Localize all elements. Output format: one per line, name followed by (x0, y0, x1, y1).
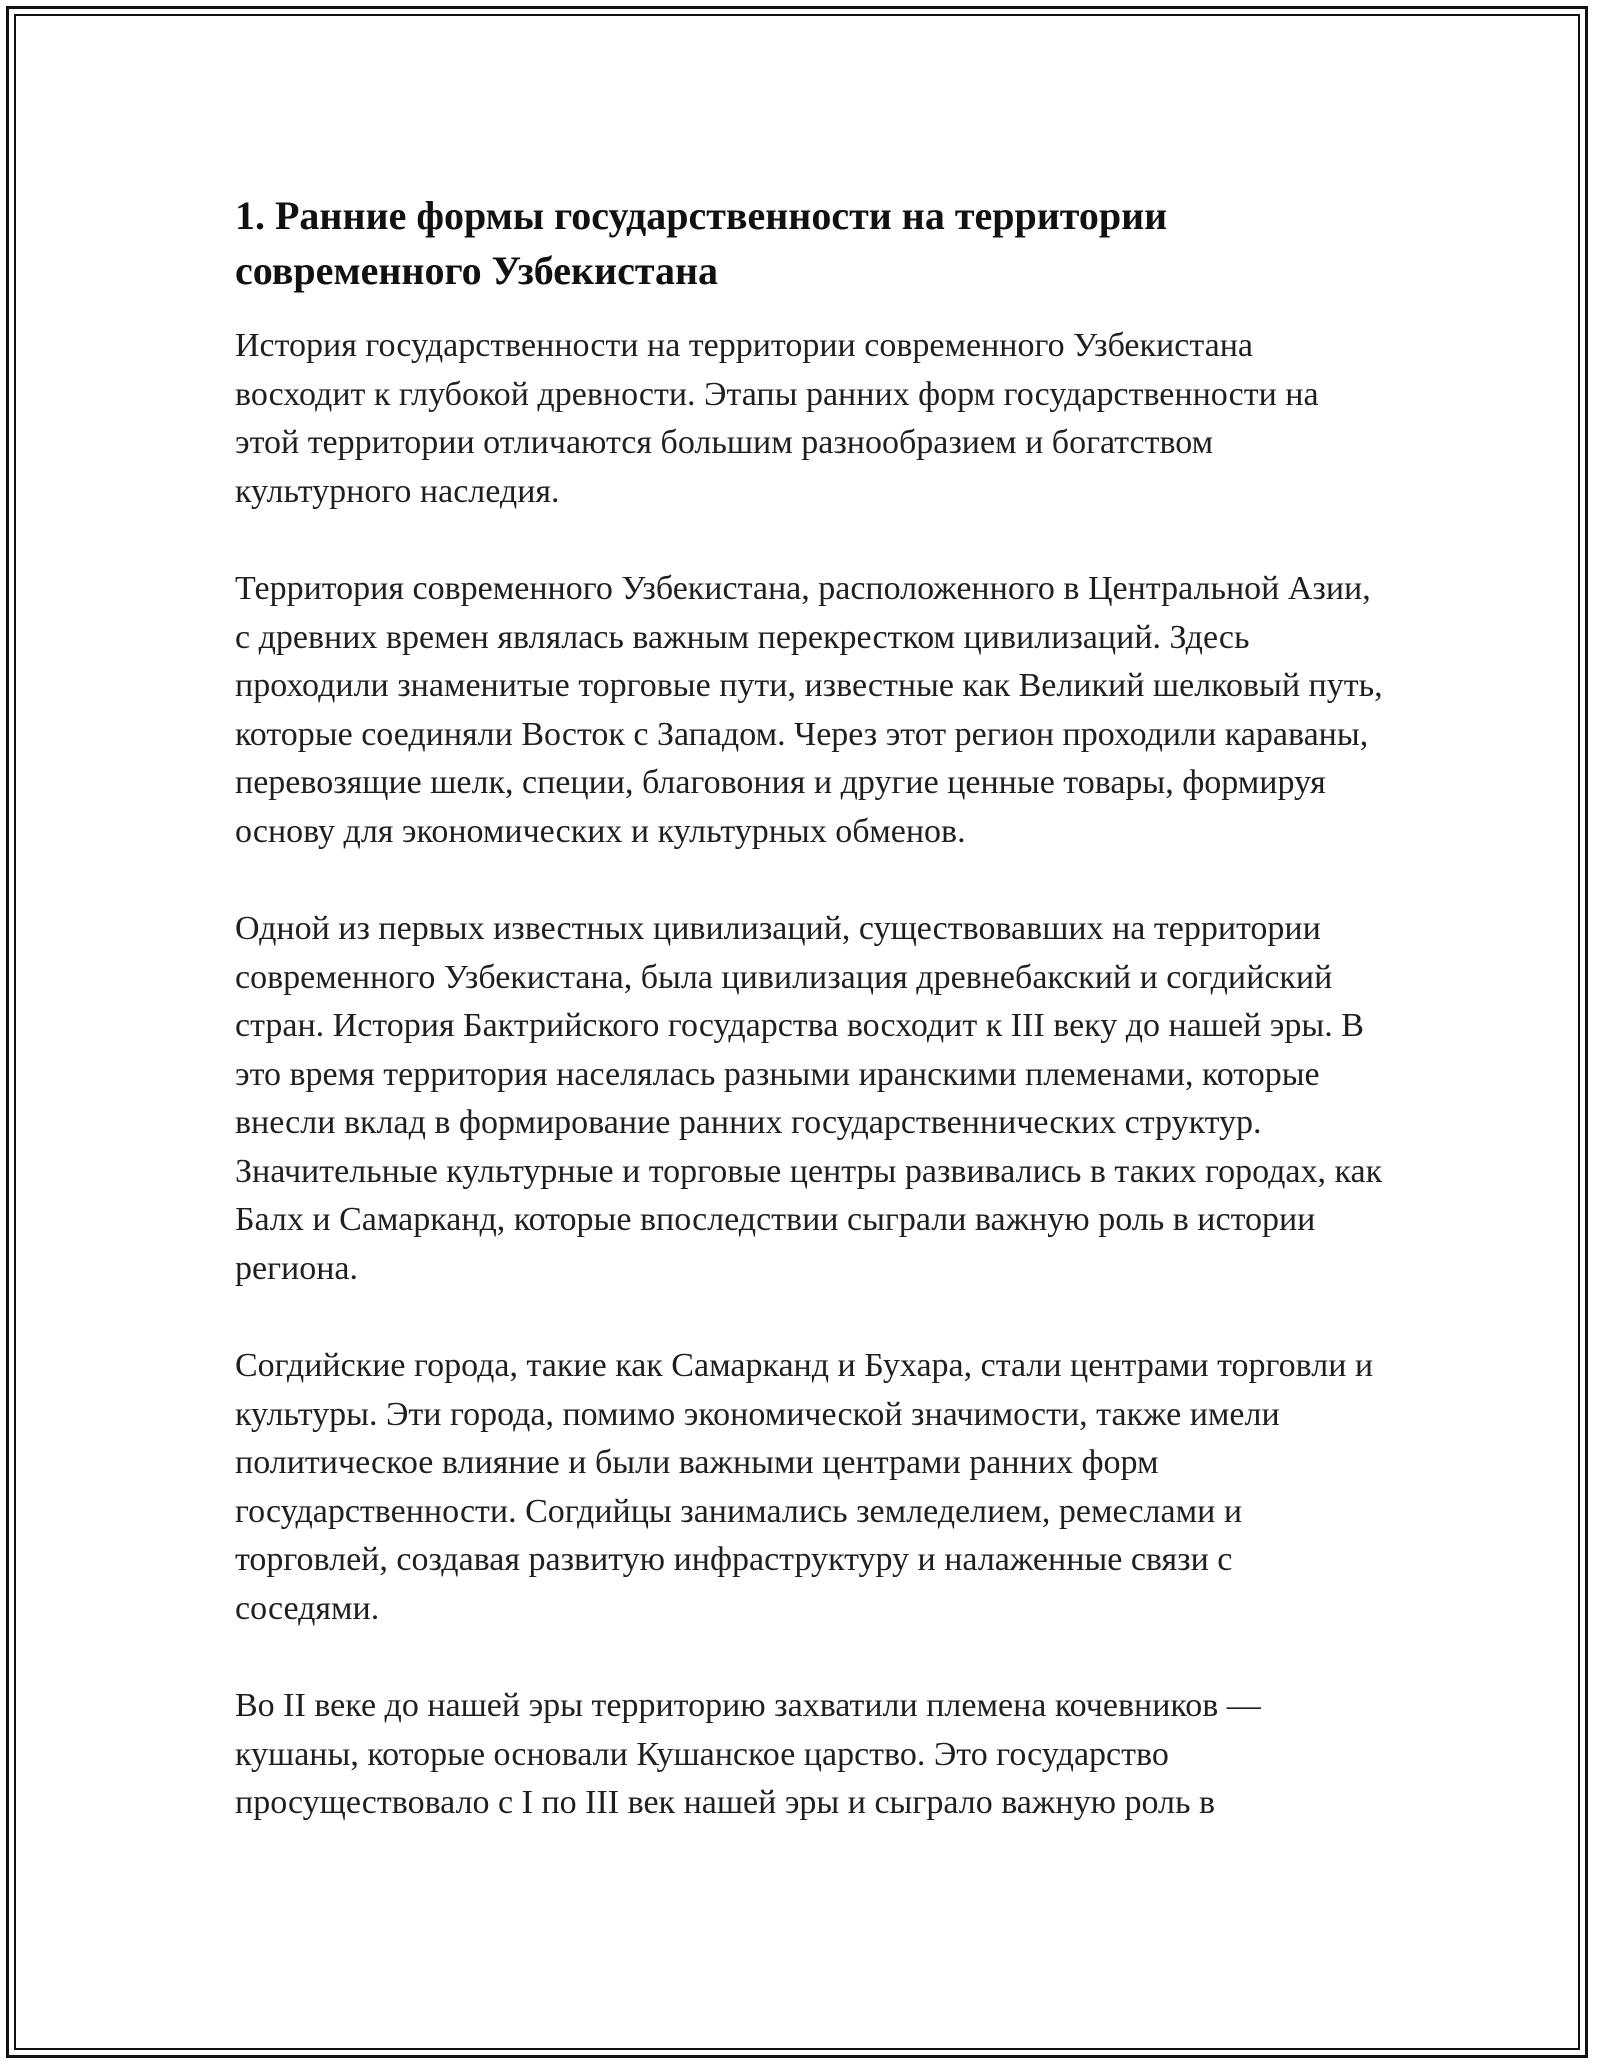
paragraph-2: Территория современного Узбекистана, расположенного в Центральной Азии, с древних времен являлась важным перекрестком цивилизаций. Здесь проходили знаменитые торговые пути, известные как Великий шелковый путь, которые соединяли Восток с Западом. Через этот регион проходили караваны, перевозящие шелк, специи, благовония и другие ценные товары, формируя основу для экономических и культурных обменов. (235, 570, 1383, 850)
document-body (235, 188, 1385, 1877)
paragraph-5: Во II веке до нашей эры территорию захватили племена кочевников — кушаны, которые основали Кушанское царство. Это государство просуществовало с I по III век нашей эры и сыграло важную роль в (235, 1687, 1261, 1821)
section-heading: 1. Ранние формы государственности на территории современного Узбекистана (235, 193, 1168, 293)
paragraph-1: История государственности на территории современного Узбекистана восходит к глубокой древности. Этапы ранних форм государственности на этой территории отличаются большим разнообразием и богатством культурного наследия. (235, 327, 1319, 510)
paragraph-4: Согдийские города, такие как Самарканд и Бухара, стали центрами торговли и культуры. Эти города, помимо экономической значимости, также имели политическое влияние и были важными центрами ранних форм государственности. Согдийцы занимались земледелием, ремеслами и торговлей, создавая развитую инфраструктуру и налаженные связи с соседями. (235, 1347, 1374, 1627)
paragraph-3: Одной из первых известных цивилизаций, существовавших на территории современного Узбекистана, была цивилизация древнебакский и согдийский стран. История Бактрийского государства восходит к III веку до нашей эры. В это время территория населялась разными иранскими племенами, которые внесли вклад в формирование ранних государственнических структур. Значительные культурные и торговые центры развивались в таких городах, как Балх и Самарканд, которые впоследствии сыграли важную роль в истории региона. (235, 910, 1383, 1287)
